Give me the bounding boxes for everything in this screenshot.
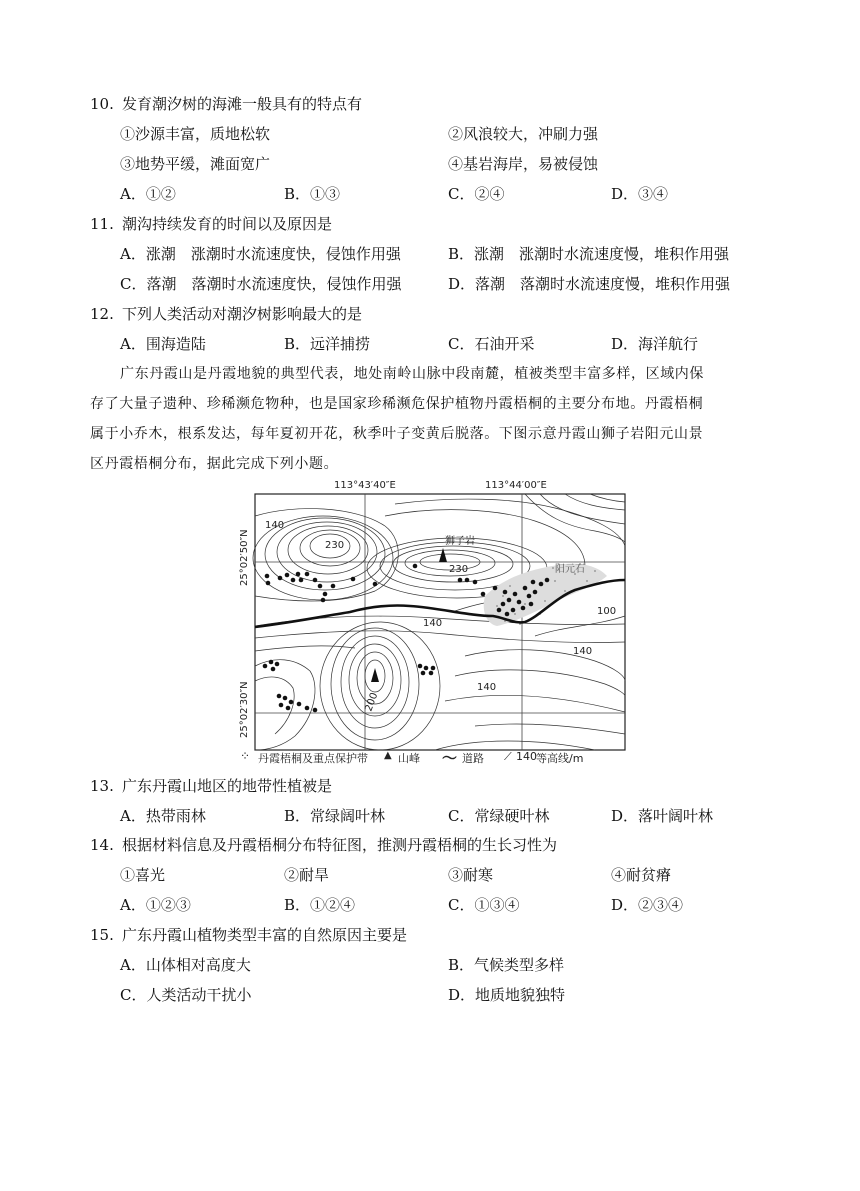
question-14-option-b[interactable]: B．①②④: [284, 896, 356, 914]
place-label-yangyuan: 阳元石: [555, 564, 585, 575]
question-14-number: 14.: [90, 836, 114, 854]
question-14-item-3: ③耐寒: [448, 866, 494, 884]
question-10-number: 10.: [90, 95, 114, 113]
contour-label-100: 100: [597, 606, 617, 617]
question-10-item-1: ①沙源丰富，质地松软: [120, 125, 271, 143]
contour-label-140-nw: 140: [265, 520, 285, 531]
lon-label-1: 113°43′40″E: [334, 480, 396, 491]
question-11-option-a[interactable]: A．涨潮 涨潮时水流速度快，侵蚀作用强: [120, 245, 401, 263]
legend-road: 道路: [462, 752, 484, 765]
passage-line-1: 广东丹霞山是丹霞地貌的典型代表，地处南岭山脉中段南麓，植被类型丰富多样，区域内保: [120, 366, 704, 382]
question-14-option-c[interactable]: C．①③④: [448, 896, 520, 914]
question-10-option-d[interactable]: D．③④: [611, 185, 669, 203]
question-13-option-d[interactable]: D．落叶阔叶林: [611, 807, 714, 825]
question-14-stem: 根据材料信息及丹霞梧桐分布特征图，推测丹霞梧桐的生长习性为: [122, 836, 558, 854]
question-14-option-d[interactable]: D．②③④: [611, 896, 684, 914]
question-12-number: 12.: [90, 305, 114, 323]
contour-legend-icon: ⟋: [504, 750, 512, 763]
question-15-option-a[interactable]: A．山体相对高度大: [120, 956, 251, 974]
question-13-option-a[interactable]: A．热带雨林: [120, 807, 206, 825]
passage-line-4: 区丹霞梧桐分布，据此完成下列小题。: [90, 456, 339, 472]
contour-label-140-east: 140: [573, 646, 593, 657]
lat-label-2: 25°02′30″N: [239, 681, 250, 738]
contour-label-200: 200: [363, 691, 381, 714]
legend-peak: 山峰: [398, 752, 420, 765]
question-14-option-a[interactable]: A．①②③: [120, 896, 191, 914]
question-15-number: 15.: [90, 926, 114, 944]
passage-line-2: 存了大量子遗种、珍稀濒危物种，也是国家珍稀濒危保护植物丹霞梧桐的主要分布地。丹霞梧桐: [90, 396, 704, 412]
question-10-option-b[interactable]: B．①③: [284, 185, 341, 203]
contour-label-230-nw: 230: [325, 540, 345, 551]
question-10-option-c[interactable]: C．②④: [448, 185, 505, 203]
lon-label-2: 113°44′00″E: [485, 480, 547, 491]
question-12-option-b[interactable]: B．远洋捕捞: [284, 335, 371, 353]
question-12-option-c[interactable]: C．石油开采: [448, 335, 535, 353]
question-14-item-4: ④耐贫瘠: [611, 866, 672, 884]
question-13-stem: 广东丹霞山地区的地带性植被是: [122, 777, 333, 795]
peak-legend-icon: ▲: [384, 750, 392, 761]
question-10-item-2: ②风浪较大，冲刷力强: [448, 125, 599, 143]
question-11-option-d[interactable]: D．落潮 落潮时水流速度慢，堆积作用强: [448, 275, 731, 293]
question-10-item-4: ④基岩海岸，易被侵蚀: [448, 155, 599, 173]
question-13-number: 13.: [90, 777, 114, 795]
question-11-stem: 潮沟持续发育的时间以及原因是: [122, 215, 333, 233]
legend-contour: 等高线/m: [536, 752, 584, 765]
road-legend-icon: 〜: [442, 749, 458, 767]
map-legend: [238, 750, 638, 768]
passage-line-3: 属于小乔木，根系发达，每年夏初开花，秋季叶子变黄后脱落。下图示意丹霞山狮子岩阳元山景: [90, 426, 704, 442]
question-13-option-c[interactable]: C．常绿硬叶林: [448, 807, 550, 825]
question-12-stem: 下列人类活动对潮汐树影响最大的是: [122, 305, 363, 323]
question-10-item-3: ③地势平缓，滩面宽广: [120, 155, 271, 173]
question-12-option-d[interactable]: D．海洋航行: [611, 335, 699, 353]
lat-label-1: 25°02′50″N: [239, 529, 250, 586]
question-14-item-2: ②耐旱: [284, 866, 330, 884]
question-15-option-d[interactable]: D．地质地貌独特: [448, 986, 566, 1004]
contour-label-140-south: 140: [477, 682, 497, 693]
question-15-stem: 广东丹霞山植物类型丰富的自然原因主要是: [122, 926, 408, 944]
question-11-option-b[interactable]: B．涨潮 涨潮时水流速度慢，堆积作用强: [448, 245, 730, 263]
place-label-lion-rock: 狮子岩: [445, 536, 475, 547]
question-11-option-c[interactable]: C．落潮 落潮时水流速度快，侵蚀作用强: [120, 275, 402, 293]
danxia-map-figure: [235, 476, 630, 766]
question-10-option-a[interactable]: A．①②: [120, 185, 176, 203]
question-13-option-b[interactable]: B．常绿阔叶林: [284, 807, 386, 825]
question-15-option-b[interactable]: B．气候类型多样: [448, 956, 565, 974]
question-11-number: 11.: [90, 215, 114, 233]
question-12-option-a[interactable]: A．围海造陆: [120, 335, 206, 353]
legend-tree-zone: 丹霞梧桐及重点保护带: [258, 752, 368, 765]
legend-contour-value: 140: [516, 750, 537, 763]
tree-zone-legend-icon: ⁘: [240, 749, 251, 763]
question-15-option-c[interactable]: C．人类活动干扰小: [120, 986, 252, 1004]
contour-label-140-center: 140: [423, 618, 443, 629]
question-10-stem: 发育潮汐树的海滩一般具有的特点有: [122, 95, 363, 113]
question-14-item-1: ①喜光: [120, 866, 166, 884]
contour-label-230-ridge: 230: [449, 564, 469, 575]
